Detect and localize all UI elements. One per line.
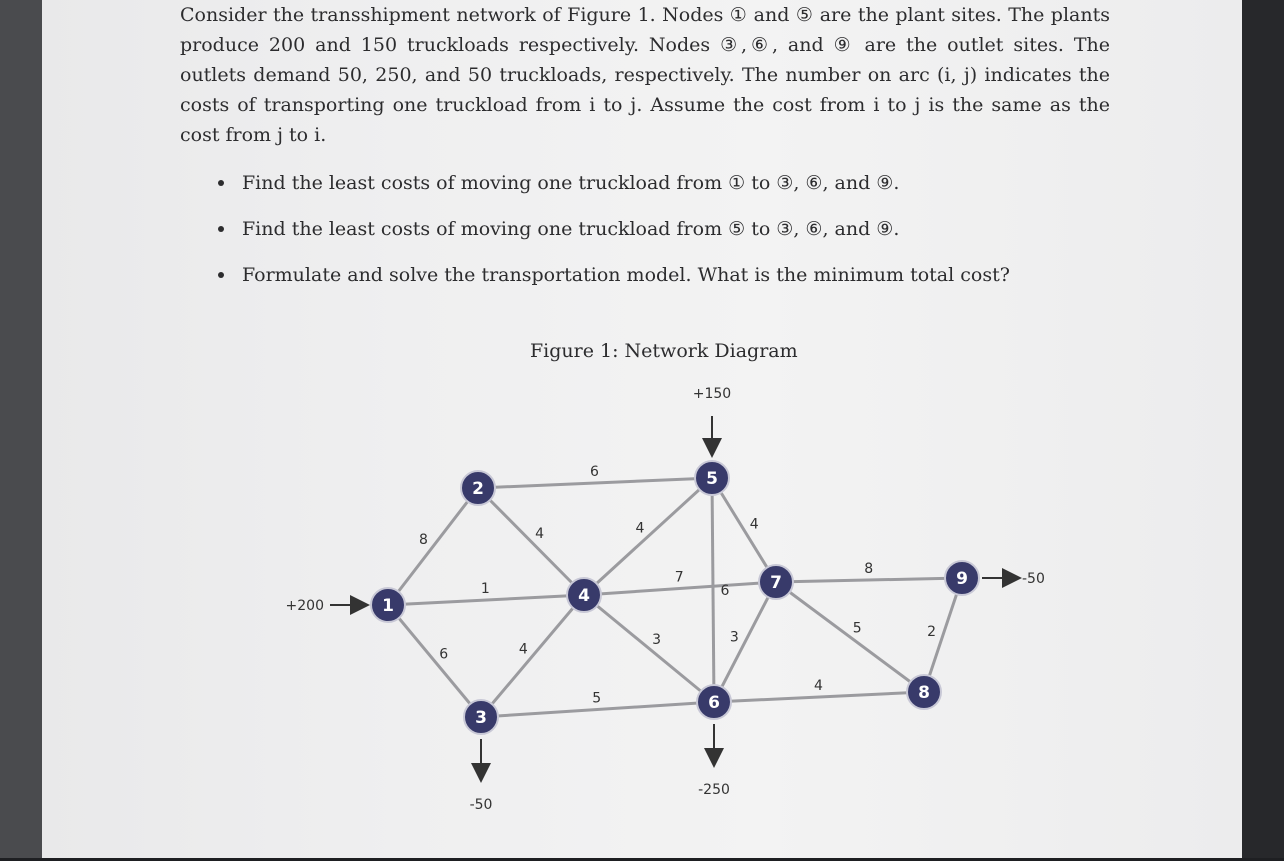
question-item: Formulate and solve the transportation model. What is the minimum total cost? (212, 252, 1010, 298)
node-4 (567, 578, 601, 612)
arc-7-9 (776, 561, 962, 582)
node-label: 7 (770, 573, 782, 593)
demand-label: -50 (469, 797, 493, 813)
node-label: 6 (708, 693, 720, 713)
node-9 (945, 561, 979, 595)
arc-6-7 (714, 582, 776, 702)
arc-cost-label: 4 (518, 641, 528, 658)
left-background-edge (0, 0, 42, 861)
arc-4-5 (584, 478, 712, 595)
document-page (42, 0, 1242, 858)
arc-1-3 (388, 605, 481, 717)
arc-1-2 (388, 488, 478, 605)
problem-paragraph: Consider the transshipment network of Figure 1. Nodes ① and ⑤ are the plant sites. The plants produce 200 and 150 truckloads respectively. Nodes ③,⑥, and ⑨ are the outlet sites. The outlets demand 50, 250, and 50 truckloads, respectively. The number on arc (i, j) indicates the costs of transporting one truckload from i to j. Assume the cost from i to j is the same as the cost from j to i. (180, 4, 1110, 146)
arc-cost-label: 4 (635, 520, 645, 537)
node-1 (371, 588, 405, 622)
arc-4-6 (584, 595, 714, 702)
arc-cost-label: 6 (439, 646, 449, 663)
node-label: 8 (918, 683, 930, 703)
demand-label: -50 (1022, 571, 1045, 587)
node-5 (695, 461, 729, 495)
arc-cost-label: 6 (720, 582, 730, 599)
arc-3-6 (481, 691, 714, 717)
arc-cost-label: 8 (419, 532, 428, 549)
node-label: 5 (706, 469, 718, 489)
figure-title: Figure 1: Network Diagram (530, 340, 798, 362)
node-8 (907, 675, 941, 709)
node-6 (697, 685, 731, 719)
demand-6 (698, 724, 730, 798)
arc-cost-label: 3 (652, 632, 662, 649)
question-item: Find the least costs of moving one truckload from ① to ③, ⑥, and ⑨. (212, 160, 1010, 206)
node-2 (461, 471, 495, 505)
right-background-edge (1242, 0, 1284, 861)
arc-7-8 (776, 582, 924, 695)
arc-1-4 (388, 581, 584, 605)
arc-cost-label: 4 (535, 526, 544, 543)
demand-label: -250 (698, 782, 730, 798)
node-3 (464, 700, 498, 734)
arc-4-7 (584, 570, 776, 595)
arc-2-4 (478, 488, 584, 598)
arc-cost-label: 4 (813, 678, 823, 695)
arc-5-7 (712, 478, 776, 582)
arc-6-8 (714, 678, 924, 702)
arc-2-5 (478, 464, 712, 488)
node-7 (759, 565, 793, 599)
supply-5 (693, 386, 731, 454)
arc-cost-label: 4 (749, 516, 759, 533)
arc-cost-label: 2 (927, 624, 937, 641)
demand-9 (982, 571, 1045, 587)
node-label: 1 (382, 596, 394, 616)
supply-label: +150 (692, 386, 732, 402)
network-diagram (42, 0, 1242, 858)
arc-cost-label: 5 (592, 690, 602, 707)
arc-cost-label: 6 (590, 464, 599, 481)
supply-1 (286, 598, 366, 614)
arc-cost-label: 1 (480, 581, 490, 598)
node-label: 3 (475, 708, 487, 728)
arc-5-6 (712, 478, 730, 702)
demand-3 (470, 739, 493, 813)
arc-cost-label: 7 (674, 569, 684, 586)
node-label: 9 (956, 569, 968, 589)
arc-3-4 (481, 595, 584, 717)
node-label: 4 (578, 586, 590, 606)
arc-cost-label: 5 (852, 620, 862, 637)
supply-label: +200 (285, 598, 324, 614)
arc-cost-label: 3 (729, 629, 739, 646)
arc-cost-label: 8 (864, 561, 874, 578)
node-label: 2 (472, 479, 484, 499)
question-item: Find the least costs of moving one truckload from ⑤ to ③, ⑥, and ⑨. (212, 206, 1010, 252)
arc-8-9 (924, 578, 962, 692)
